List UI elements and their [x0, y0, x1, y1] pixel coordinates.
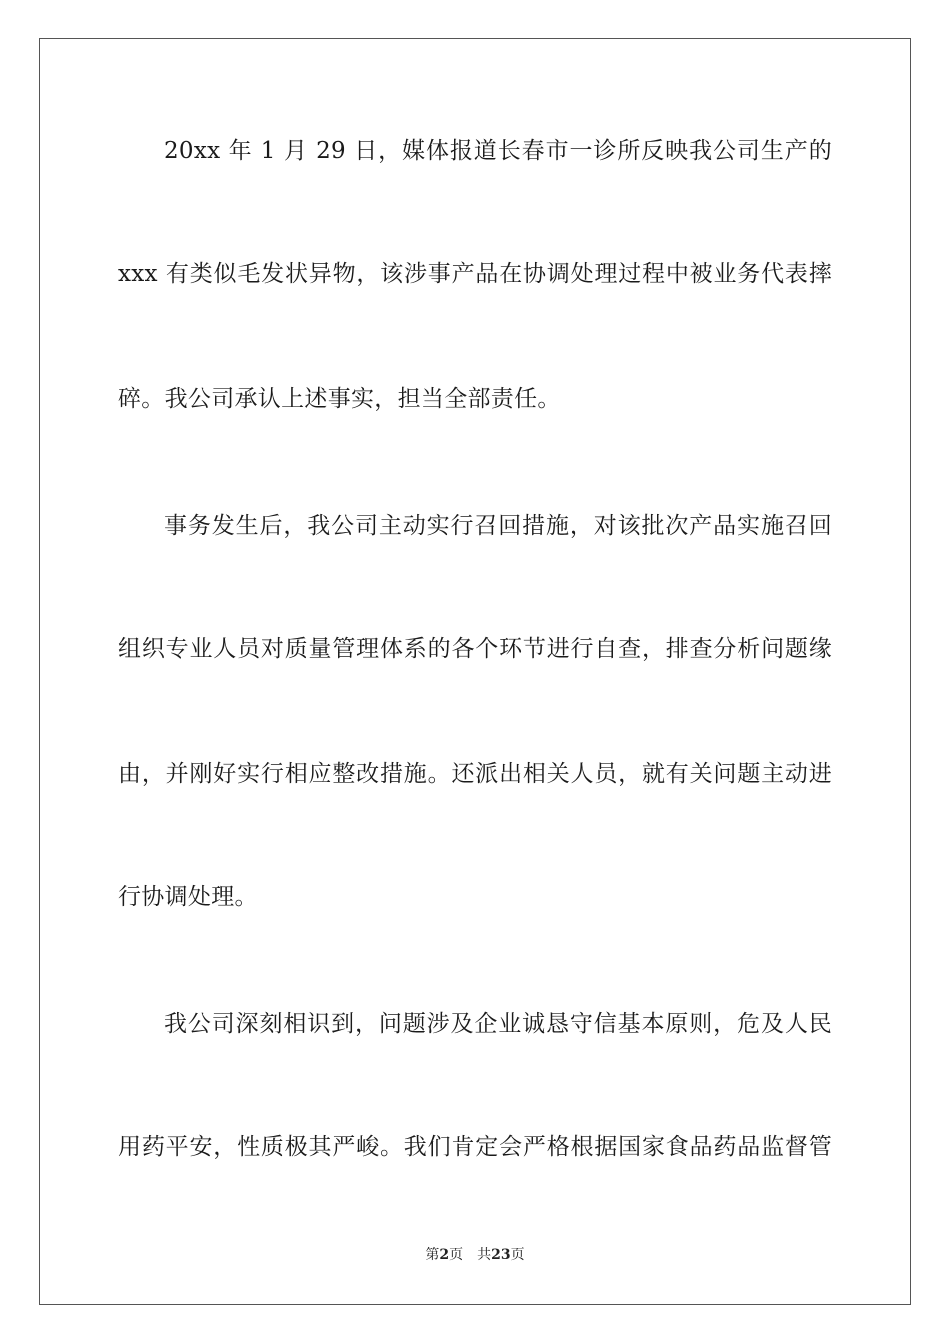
- footer-page-number: 2: [439, 1247, 450, 1263]
- footer-page-prefix: 第: [425, 1247, 440, 1263]
- text-line-5: 组织专业人员对质量管理体系的各个环节进行自查，排查分析问题缘: [118, 636, 832, 662]
- text-line-7: 行协调处理。: [118, 884, 258, 910]
- footer-total-pages: 23: [491, 1247, 511, 1263]
- text-line-8: 我公司深刻相识到，问题涉及企业诚恳守信基本原则，危及人民: [164, 1011, 832, 1037]
- text-line-2: xxx 有类似毛发状异物，该涉事产品在协调处理过程中被业务代表摔: [118, 261, 832, 287]
- page-border: [39, 38, 911, 1305]
- text-line-6: 由，并刚好实行相应整改措施。还派出相关人员，就有关问题主动进: [118, 761, 832, 787]
- page-footer: [0, 1246, 950, 1264]
- text-line-1: 20xx 年 1 月 29 日，媒体报道长春市一诊所反映我公司生产的: [164, 138, 832, 164]
- text-line-4: 事务发生后，我公司主动实行召回措施，对该批次产品实施召回: [164, 513, 832, 539]
- footer-total-prefix: 共: [477, 1247, 492, 1263]
- footer-page-suffix: 页: [449, 1247, 464, 1263]
- text-line-9: 用药平安，性质极其严峻。我们肯定会严格根据国家食品药品监督管: [118, 1134, 832, 1160]
- footer-total-suffix: 页: [510, 1247, 525, 1263]
- text-line-3: 碎。我公司承认上述事实，担当全部责任。: [118, 386, 561, 412]
